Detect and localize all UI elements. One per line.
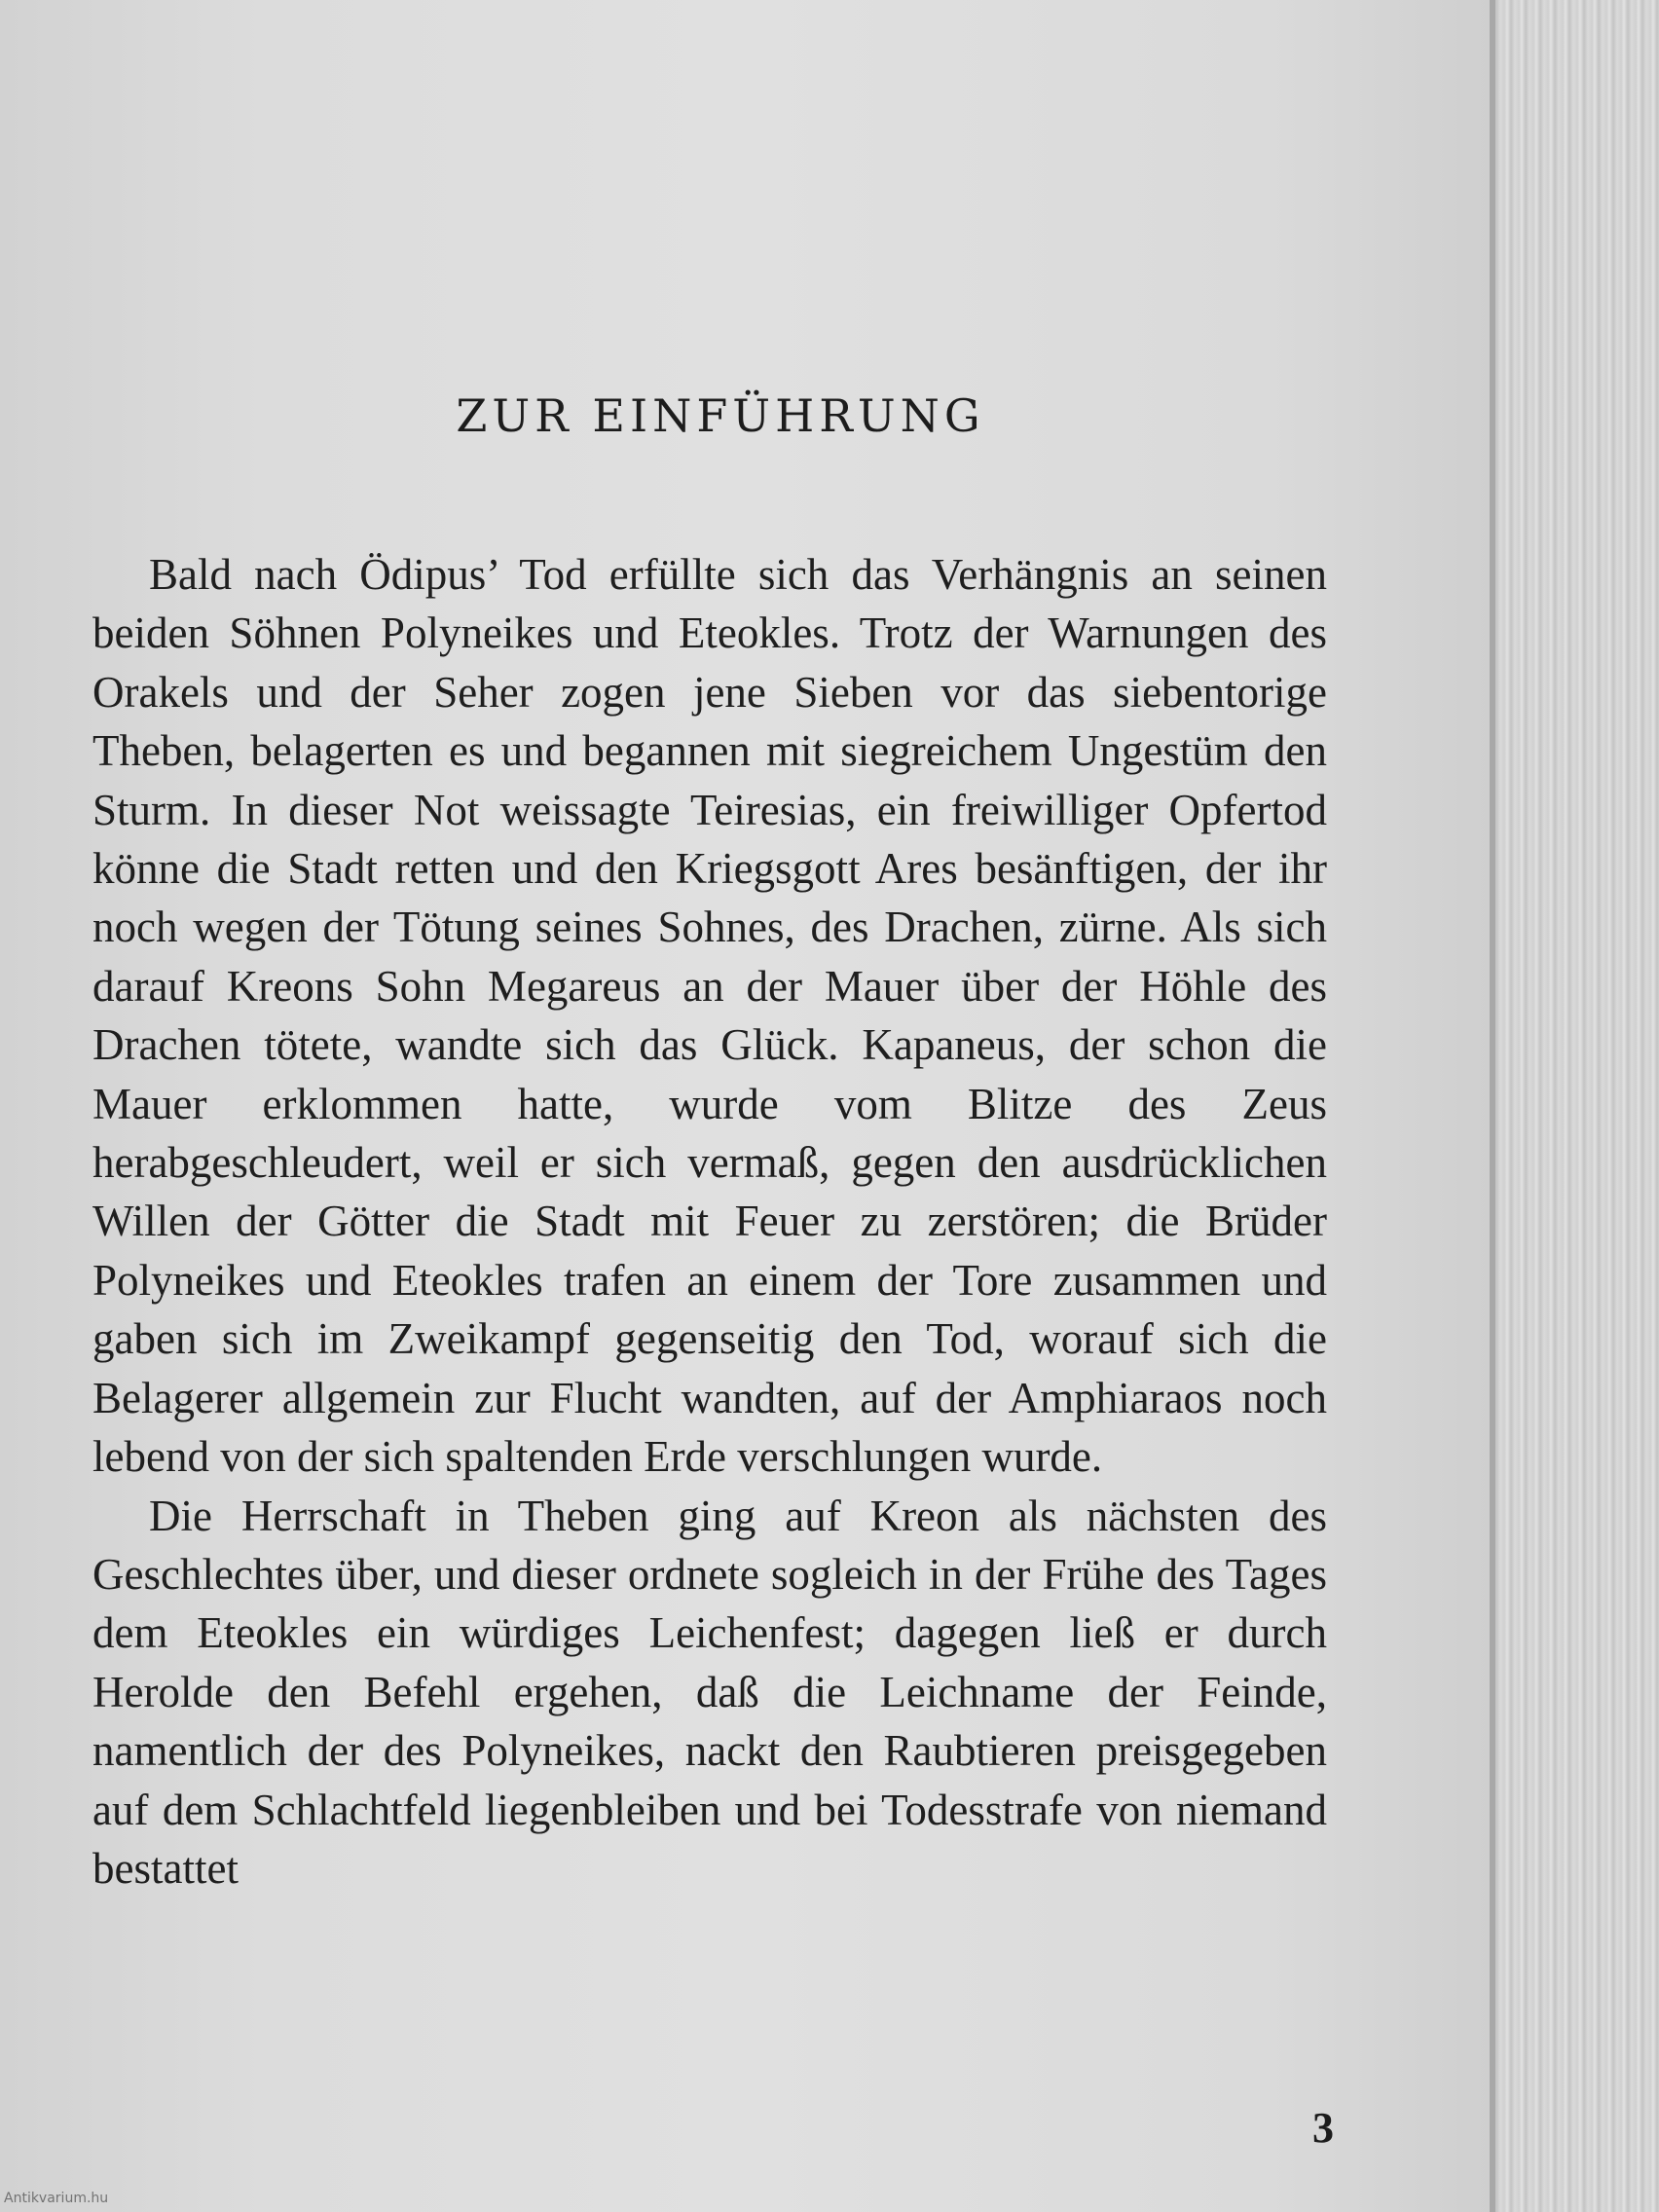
chapter-title: ZUR EINFÜHRUNG [456, 389, 985, 442]
page-number: 3 [1312, 2104, 1334, 2152]
paragraph: Die Herrschaft in Theben ging auf Kreon als nächsten des Geschlechtes über, und dieser ordnete sogleich in der Frühe des Tages dem Eteokles ein würdiges Leichenfest; dagegen ließ er durch Herolde den Befehl ergehen, daß die Leichname der Feinde, namentlich der des Polyneikes, nackt den Raubtieren preisgegeben auf dem Schlachtfeld liegenbleiben und bei Todesstrafe von niemand bestattet [92, 1491, 1327, 1893]
watermark: Antikvarium.hu [4, 2191, 109, 2206]
page-edge [1490, 0, 1659, 2212]
body-text [92, 545, 1327, 1898]
paragraph: Bald nach Ödipus’ Tod erfüllte sich das Verhängnis an seinen beiden Söhnen Polyneikes und Eteokles. Trotz der Warnungen des Orakels und der Seher zogen jene Sieben vor das siebentorige Theben, belagerten es und begannen mit siegreichem Ungestüm den Sturm. In dieser Not weissagte Teiresias, ein freiwilliger Opfertod könne die Stadt retten und den Kriegsgott Ares besänftigen, der ihr noch wegen der Tötung seines Sohnes, des Drachen, zürne. Als sich darauf Kreons Sohn Megareus an der Mauer über der Höhle des Drachen tötete, wandte sich das Glück. Kapaneus, der schon die Mauer erklommen hatte, wurde vom Blitze des Zeus herabgeschleudert, weil er sich vermaß, gegen den ausdrücklichen Willen der Götter die Stadt mit Feuer zu zerstören; die Brüder Polyneikes und Eteokles trafen an einem der Tore zusammen und gaben sich im Zweikampf gegenseitig den Tod, worauf sich die Belagerer allgemein zur Flucht wandten, auf der Amphiaraos noch lebend von der sich spaltenden Erde verschlungen wurde. [92, 550, 1327, 1482]
